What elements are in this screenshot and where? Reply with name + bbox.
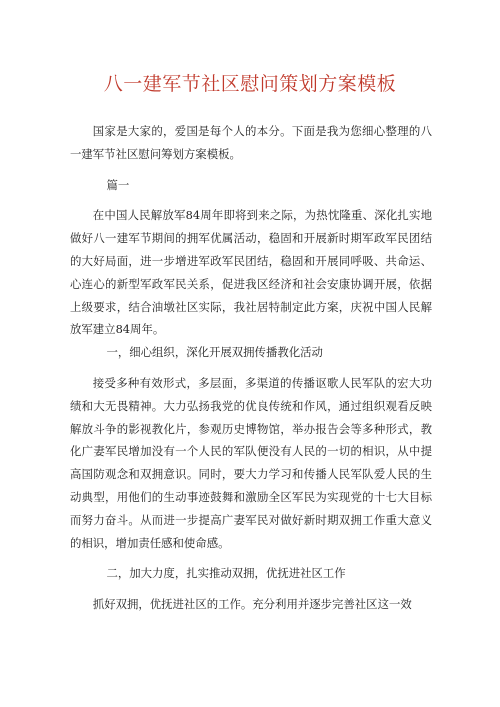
spacer: [70, 166, 432, 174]
document-body: [70, 120, 432, 616]
intro-paragraph: 国家是大家的，爱国是每个人的本分。下面是我为您细心整理的八一建军节社区慰问筹划方案模板。: [70, 124, 432, 161]
heading-2: 二，加大力度，扎实推动双拥，优抚进社区工作: [106, 566, 346, 581]
spacer: [70, 364, 432, 372]
paragraph-1: 在中国人民解放军84周年即将到来之际，为热忱隆重、深化扎实地做好八一建军节期间的拥军优属活动，稳固和开展新时期军政军民团结的大好局面，进一步增进军政军民团结，稳固和开展同呼吸、共命运、心连心的新型军政军民关系，促进我区经济和社会安康协调开展，依据上级要求，结合油墩社区实际，我社居特制定此方案，庆祝中国人民解放军建立84周年。: [70, 208, 432, 337]
spacer: [70, 585, 432, 593]
spacer: [70, 554, 432, 562]
paragraph-3: 抓好双拥，优抚进社区的工作。充分利用并逐步完善社区这一效: [92, 597, 412, 612]
spacer: [70, 196, 432, 204]
section-label: 篇一: [106, 177, 130, 192]
paragraph-2: 接受多种有效形式，多层面，多渠道的传播讴歌人民军队的宏大功绩和大无畏精神。大力弘扬我党的优良传统和作风，通过组织观看反映解放斗争的影视教化片，参观历史博物馆，举办报告会等多种形式，教化广妻军民增加没有一个人民的军队便没有人民的一切的相识，从中提高国防观念和双拥意识。同时，要大力学习和传播人民军队爱人民的生动典型，用他们的生动事迹鼓舞和激励全区军民为实现党的十七大目标而努力奋斗。从而进一步提高广妻军民对做好新时期双拥工作重大意义的相识，增加责任感和使命感。: [70, 375, 432, 550]
heading-1: 一，细心组织，深化开展双拥传播教化活动: [106, 345, 323, 360]
document-title: 八一建军节社区慰问策划方案模板: [103, 73, 397, 95]
